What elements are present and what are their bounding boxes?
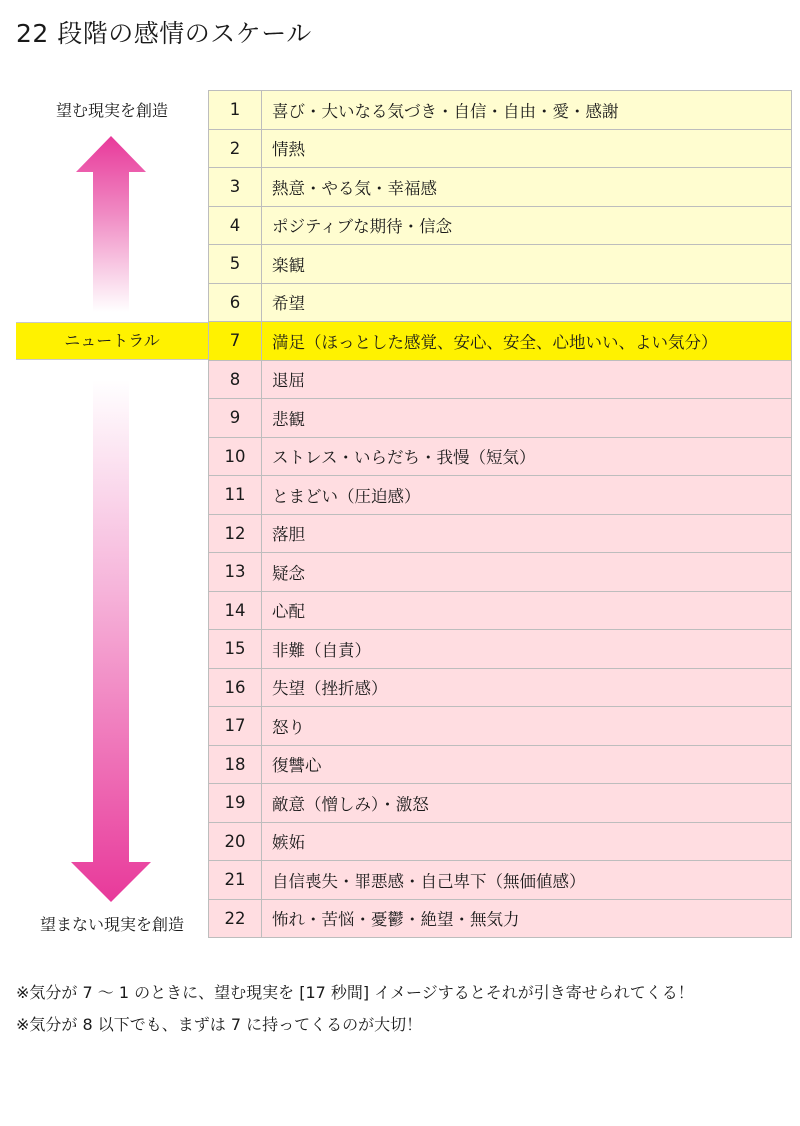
emotion-level-number: 16 (209, 668, 262, 707)
emotion-row (209, 245, 792, 284)
note-positive: ※気分が 7 〜 1 のときに、望む現実を [17 秒間] イメージするとそれが引き寄せられてくる！ (16, 983, 694, 1002)
emotion-row (209, 322, 792, 361)
emotion-label: 心配 (262, 591, 792, 630)
emotion-row (209, 399, 792, 438)
emotion-label: 喜び・大いなる気づき・自信・自由・愛・感謝 (262, 91, 792, 130)
emotion-level-number: 2 (209, 129, 262, 168)
note-negative: ※気分が 8 以下でも、まずは 7 に持ってくるのが大切！ (16, 1015, 423, 1034)
emotion-scale-table (208, 90, 792, 938)
emotion-label: 疑念 (262, 553, 792, 592)
label-desired-reality: 望む現実を創造 (55, 101, 168, 120)
emotion-label: 敵意（憎しみ）・激怒 (262, 784, 792, 823)
emotion-label: 復讐心 (262, 745, 792, 784)
emotion-row (209, 437, 792, 476)
emotion-row (209, 784, 792, 823)
emotion-level-number: 6 (209, 283, 262, 322)
emotion-row (209, 360, 792, 399)
emotion-level-number: 12 (209, 514, 262, 553)
gradient-down-arrow-icon (71, 380, 151, 902)
emotion-label: 情熱 (262, 129, 792, 168)
emotion-level-number: 21 (209, 861, 262, 900)
gradient-up-arrow-icon (76, 136, 146, 312)
emotion-label: 熱意・やる気・幸福感 (262, 168, 792, 207)
emotion-level-number: 4 (209, 206, 262, 245)
label-undesired-reality: 望まない現実を創造 (39, 915, 184, 934)
emotion-row (209, 591, 792, 630)
emotion-row (209, 707, 792, 746)
emotion-level-number: 1 (209, 91, 262, 130)
emotion-row (209, 168, 792, 207)
emotion-label: とまどい（圧迫感） (262, 476, 792, 515)
emotion-level-number: 15 (209, 630, 262, 669)
emotion-label: 失望（挫折感） (262, 668, 792, 707)
emotion-row (209, 129, 792, 168)
emotion-level-number: 13 (209, 553, 262, 592)
emotion-label: 怒り (262, 707, 792, 746)
emotion-row (209, 553, 792, 592)
emotion-row (209, 861, 792, 900)
emotion-label: 楽観 (262, 245, 792, 284)
emotion-level-number: 10 (209, 437, 262, 476)
emotion-level-number: 19 (209, 784, 262, 823)
emotion-label: 満足（ほっとした感覚、安心、安全、心地いい、よい気分） (262, 322, 792, 361)
emotion-level-number: 20 (209, 822, 262, 861)
emotion-row (209, 899, 792, 938)
emotion-label: 退屈 (262, 360, 792, 399)
emotion-label: 怖れ・苦悩・憂鬱・絶望・無気力 (262, 899, 792, 938)
emotion-row (209, 630, 792, 669)
emotion-row (209, 514, 792, 553)
emotion-label: 悲観 (262, 399, 792, 438)
page-title: 22 段階の感情のスケール (16, 19, 312, 48)
emotion-level-number: 7 (209, 322, 262, 361)
emotion-level-number: 17 (209, 707, 262, 746)
emotion-row (209, 745, 792, 784)
label-neutral: ニュートラル (64, 331, 160, 350)
emotion-level-number: 11 (209, 476, 262, 515)
emotion-level-number: 14 (209, 591, 262, 630)
emotion-level-number: 3 (209, 168, 262, 207)
emotion-level-number: 18 (209, 745, 262, 784)
emotion-level-number: 8 (209, 360, 262, 399)
emotion-label: 落胆 (262, 514, 792, 553)
emotion-row (209, 822, 792, 861)
emotion-level-number: 9 (209, 399, 262, 438)
emotion-label: ストレス・いらだち・我慢（短気） (262, 437, 792, 476)
emotion-label: 自信喪失・罪悪感・自己卑下（無価値感） (262, 861, 792, 900)
emotion-label: 非難（自責） (262, 630, 792, 669)
emotion-row (209, 668, 792, 707)
emotion-row (209, 91, 792, 130)
emotion-level-number: 22 (209, 899, 262, 938)
emotion-row (209, 283, 792, 322)
emotion-label: 嫉妬 (262, 822, 792, 861)
emotion-level-number: 5 (209, 245, 262, 284)
emotion-label: 希望 (262, 283, 792, 322)
emotion-label: ポジティブな期待・信念 (262, 206, 792, 245)
emotion-row (209, 206, 792, 245)
emotion-row (209, 476, 792, 515)
